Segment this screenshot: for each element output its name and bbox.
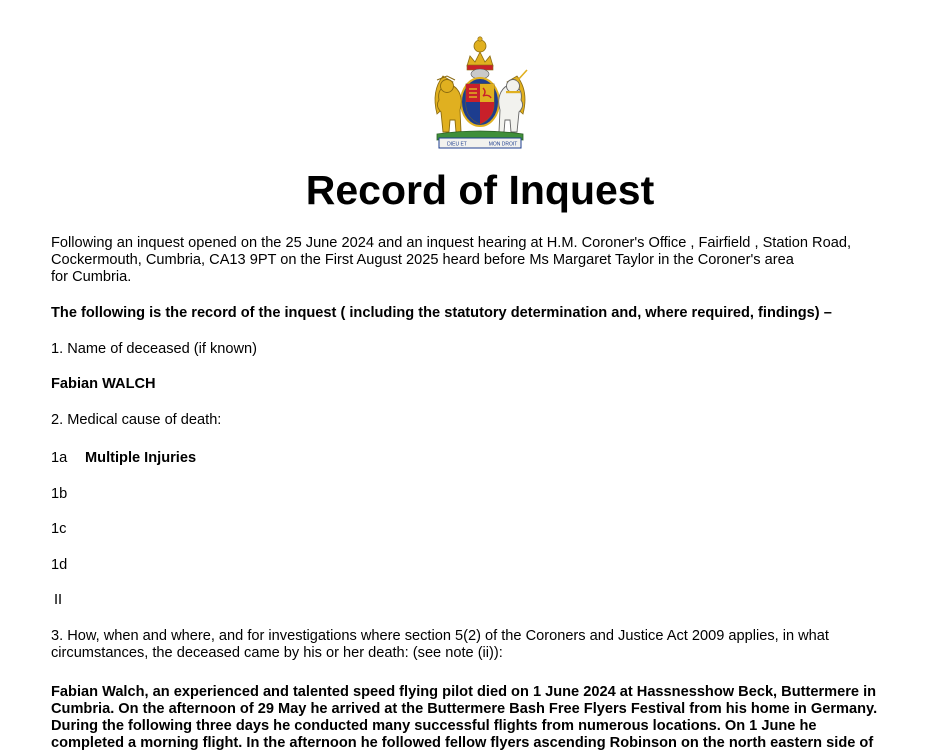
record-heading: The following is the record of the inquest ( including the statutory determination and, where required, findings) – bbox=[51, 305, 832, 321]
crest-lion-head bbox=[474, 40, 486, 52]
intro-line: Cockermouth, Cumbria, CA13 9PT on the First August 2025 heard before Ms Margaret Taylor in the Coroner's area bbox=[51, 252, 794, 268]
svg-text:DIEU ET: DIEU ET bbox=[447, 141, 467, 148]
cause-code: II bbox=[54, 592, 63, 608]
cause-code: 1d bbox=[51, 557, 68, 573]
section-1-label: 1. Name of deceased (if known) bbox=[51, 341, 258, 357]
cause-row-1b bbox=[51, 486, 85, 503]
section-3-label: 3. How, when and where, and for investigations where section 5(2) of the Coroners and Justice Act 2009 applies, in what bbox=[51, 628, 829, 644]
cause-row-1d bbox=[51, 557, 85, 574]
document-title: Record of Inquest bbox=[305, 167, 655, 213]
svg-text:MON DROIT: MON DROIT bbox=[488, 141, 518, 148]
deceased-name: Fabian WALCH bbox=[51, 376, 156, 392]
cause-text: Multiple Injuries bbox=[85, 450, 197, 466]
cause-code: 1c bbox=[51, 521, 67, 537]
narrative-line: Fabian Walch, an experienced and talented speed flying pilot died on 1 June 2024 at Hassnesshow Beck, Buttermere in bbox=[51, 684, 877, 700]
narrative-line: During the following three days he conducted many successful flights from numerous locations. On 1 June he bbox=[51, 718, 817, 734]
royal-coat-of-arms-crest bbox=[423, 36, 537, 150]
crown-icon bbox=[467, 52, 493, 66]
cause-row-1a bbox=[51, 450, 196, 467]
intro-line: for Cumbria. bbox=[51, 269, 132, 285]
cause-row-ii bbox=[54, 592, 88, 609]
section-3-label: circumstances, the deceased came by his or her death: (see note (ii)): bbox=[51, 645, 503, 661]
intro-line: Following an inquest opened on the 25 June 2024 and an inquest hearing at H.M. Coroner's Office , Fairfield , Station Road, bbox=[51, 235, 851, 251]
section-2-label: 2. Medical cause of death: bbox=[51, 412, 222, 428]
cause-code: 1b bbox=[51, 486, 68, 502]
cause-row-1c bbox=[51, 521, 85, 538]
cause-code: 1a bbox=[51, 450, 68, 466]
narrative-line: Cumbria. On the afternoon of 29 May he arrived at the Buttermere Bash Free Flyers Festival from his home in Germany. bbox=[51, 701, 878, 717]
narrative-line: completed a morning flight. In the afternoon he followed fellow flyers ascending Robinson on the north eastern side of bbox=[51, 735, 874, 751]
